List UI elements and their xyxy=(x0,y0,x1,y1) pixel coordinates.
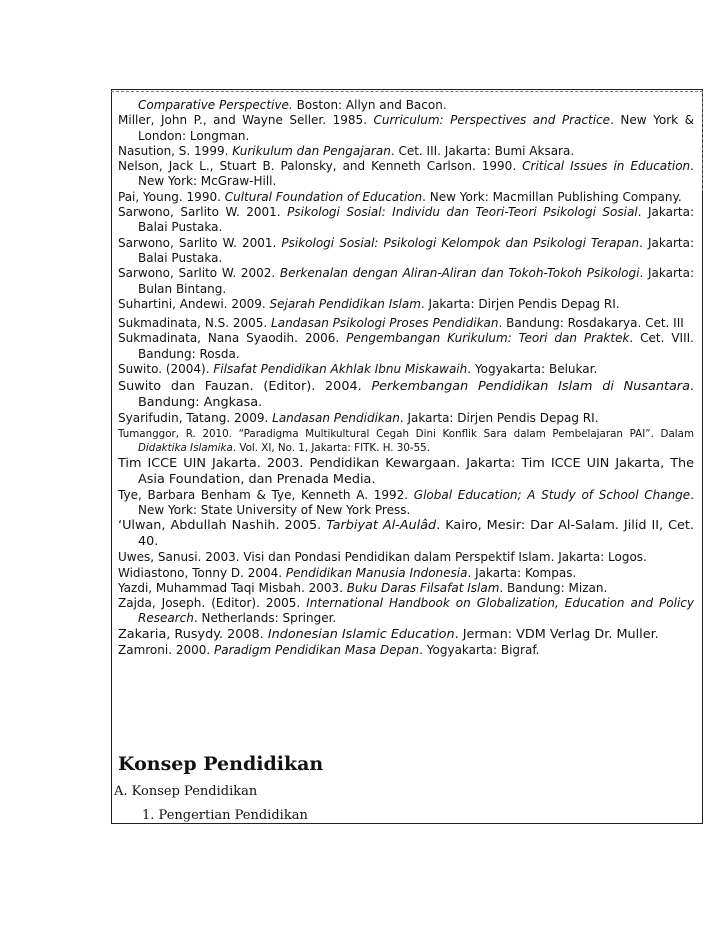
reference-title: Global Education; A Study of School Change xyxy=(413,487,691,502)
reference-text: . New York & London: Longman. xyxy=(138,113,694,143)
reference-title: Buku Daras Filsafat Islam xyxy=(346,580,500,595)
reference-text: Sukmadinata, Nana Syaodih. 2006. xyxy=(118,331,347,346)
chapter-section xyxy=(114,752,694,824)
reference-title: Tarbiyat Al-Aulâd xyxy=(326,518,437,534)
reference-text: Tumanggor, R. 2010. “Paradigma Multikultural Cegah Dini Konflik Sara dalam Pembelajaran PAI”. Dalam xyxy=(118,427,694,440)
reference-text: . Jakarta: Kompas. xyxy=(467,565,577,580)
reference-title: Pendidikan Manusia Indonesia xyxy=(285,565,468,580)
reference-text: . Cet. VIII. Bandung: Rosda. xyxy=(138,331,694,361)
reference-text: . New York: McGraw-Hill. xyxy=(138,159,694,189)
reference-text: Sarwono, Sarlito W. 2001. xyxy=(118,205,288,220)
reference-entry xyxy=(118,316,694,331)
reference-entry xyxy=(118,266,694,297)
reference-text: Sukmadinata, N.S. 2005. xyxy=(118,316,272,331)
reference-text: . Vol. XI, No. 1, Jakarta: FITK. H. 30-55. xyxy=(232,442,430,455)
reference-entry xyxy=(118,581,694,596)
dashed-top-rule xyxy=(111,91,703,92)
section-title: Konsep Pendidikan xyxy=(118,753,324,775)
reference-text: Syarifudin, Tatang. 2009. xyxy=(118,411,273,426)
reference-title: Indonesian Islamic Education xyxy=(267,626,455,642)
reference-entry xyxy=(118,159,694,190)
reference-text: . Netherlands: Springer. xyxy=(193,611,337,626)
reference-text: Nasution, S. 1999. xyxy=(118,143,233,158)
reference-text: Nelson, Jack L., Stuart B. Palonsky, and Kenneth Carlson. 1990. xyxy=(118,159,523,174)
reference-text: Tye, Barbara Benham & Tye, Kenneth A. 1992. xyxy=(118,487,414,502)
reference-entry xyxy=(118,488,694,519)
reference-text: Pai, Young. 1990. xyxy=(118,189,225,204)
reference-text: Sarwono, Sarlito W. 2002. xyxy=(118,266,280,281)
reference-title: Landasan Pendidikan xyxy=(272,411,400,426)
reference-title: Filsafat Pendidikan Akhlak Ibnu Miskawaih xyxy=(213,362,468,377)
reference-text: . Jakarta: Balai Pustaka. xyxy=(138,205,694,235)
reference-entry xyxy=(118,331,694,362)
reference-title: Pengembangan Kurikulum: Teori dan Praktek xyxy=(346,331,630,346)
reference-title: Psikologi Sosial: Individu dan Teori-Teori Psikologi Sosial xyxy=(287,205,638,220)
reference-text: . Yogyakarta: Bigraf. xyxy=(419,642,540,657)
reference-entry xyxy=(118,550,694,565)
subheading-1: 1. Pengertian Pendidikan xyxy=(142,808,308,823)
reference-entry xyxy=(118,596,694,627)
reference-text: . Bandung: Mizan. xyxy=(499,580,608,595)
reference-text: Sarwono, Sarlito W. 2001. xyxy=(118,235,282,250)
reference-text: . Bandung: Rosdakarya. Cet. III xyxy=(498,316,684,331)
reference-entry xyxy=(118,113,694,144)
reference-entry xyxy=(118,456,694,488)
dashed-right-rule xyxy=(702,91,703,191)
reference-text: Suhartini, Andewi. 2009. xyxy=(118,296,270,311)
reference-title: Paradigm Pendidikan Masa Depan xyxy=(214,642,420,657)
reference-entry xyxy=(118,144,694,159)
reference-title: Cultural Foundation of Education xyxy=(224,189,423,204)
reference-text: . Jakarta: Balai Pustaka. xyxy=(138,235,694,265)
reference-title: Berkenalan dengan Aliran-Aliran dan Tokoh-Tokoh Psikologi xyxy=(279,266,640,281)
reference-text: . Kairo, Mesir: Dar Al-Salam. Jilid II, Cet. 40. xyxy=(138,518,694,550)
reference-text: . Jerman: VDM Verlag Dr. Muller. xyxy=(454,626,659,642)
reference-title: Landasan Psikologi Proses Pendidikan xyxy=(271,316,499,331)
reference-text: Suwito. (2004). xyxy=(118,362,214,377)
reference-text: . Jakarta: Bulan Bintang. xyxy=(138,266,694,296)
reference-title: Psikologi Sosial: Psikologi Kelompok dan Psikologi Terapan xyxy=(281,235,640,250)
reference-title: Curriculum: Perspectives and Practice xyxy=(373,113,611,128)
bibliography-list xyxy=(118,98,694,658)
reference-text: . Yogyakarta: Belukar. xyxy=(467,362,598,377)
reference-title: Comparative Perspective. xyxy=(138,98,293,112)
reference-entry xyxy=(118,411,694,426)
reference-title: International Handbook on Globalization, Education and Policy Research xyxy=(138,596,694,626)
reference-entry xyxy=(118,236,694,267)
subheading-a: A. Konsep Pendidikan xyxy=(114,784,258,799)
reference-entry xyxy=(118,98,694,113)
reference-title: Critical Issues in Education xyxy=(522,159,691,174)
reference-text: Suwito dan Fauzan. (Editor). 2004. xyxy=(118,379,372,395)
reference-text: Boston: Allyn and Bacon. xyxy=(292,98,447,112)
reference-entry xyxy=(118,518,694,550)
reference-entry xyxy=(118,566,694,581)
reference-text: Yazdi, Muhammad Taqi Misbah. 2003. xyxy=(118,580,347,595)
reference-text: . New York: Macmillan Publishing Company. xyxy=(422,189,682,204)
reference-text: Zamroni. 2000. xyxy=(118,642,215,657)
reference-text: ‘Ulwan, Abdullah Nashih. 2005. xyxy=(118,518,327,534)
reference-text: Miller, John P., and Wayne Seller. 1985. xyxy=(118,113,374,128)
reference-text: . Jakarta: Dirjen Pendis Depag RI. xyxy=(420,296,620,311)
reference-text: . New York: State University of New York Press. xyxy=(138,487,694,517)
reference-entry xyxy=(118,362,694,377)
reference-title: Sejarah Pendidikan Islam xyxy=(269,296,421,311)
reference-entry xyxy=(118,379,694,411)
reference-entry xyxy=(118,297,694,312)
reference-text: Zakaria, Rusydy. 2008. xyxy=(118,626,268,642)
reference-text: . Cet. III. Jakarta: Bumi Aksara. xyxy=(390,143,575,158)
reference-text: . Jakarta: Dirjen Pendis Depag RI. xyxy=(399,411,599,426)
reference-title: Perkembangan Pendidikan Islam di Nusantara xyxy=(371,379,690,395)
reference-entry xyxy=(118,205,694,236)
reference-entry xyxy=(118,427,694,456)
reference-entry xyxy=(118,627,694,643)
reference-text: Uwes, Sanusi. 2003. Visi dan Pondasi Pendidikan dalam Perspektif Islam. Jakarta: Logos. xyxy=(118,550,647,565)
reference-text: Widiastono, Tonny D. 2004. xyxy=(118,565,286,580)
reference-text: . Bandung: Angkasa. xyxy=(138,379,694,411)
reference-title: Kurikulum dan Pengajaran xyxy=(232,143,391,158)
reference-text: Tim ICCE UIN Jakarta. 2003. Pendidikan Kewargaan. Jakarta: Tim ICCE UIN Jakarta, The Asia Foundation, dan Prenada Media. xyxy=(118,455,694,487)
reference-title: Didaktika Islamika xyxy=(138,442,233,455)
reference-entry xyxy=(118,643,694,658)
reference-text: Zajda, Joseph. (Editor). 2005. xyxy=(118,596,307,611)
reference-entry xyxy=(118,190,694,205)
